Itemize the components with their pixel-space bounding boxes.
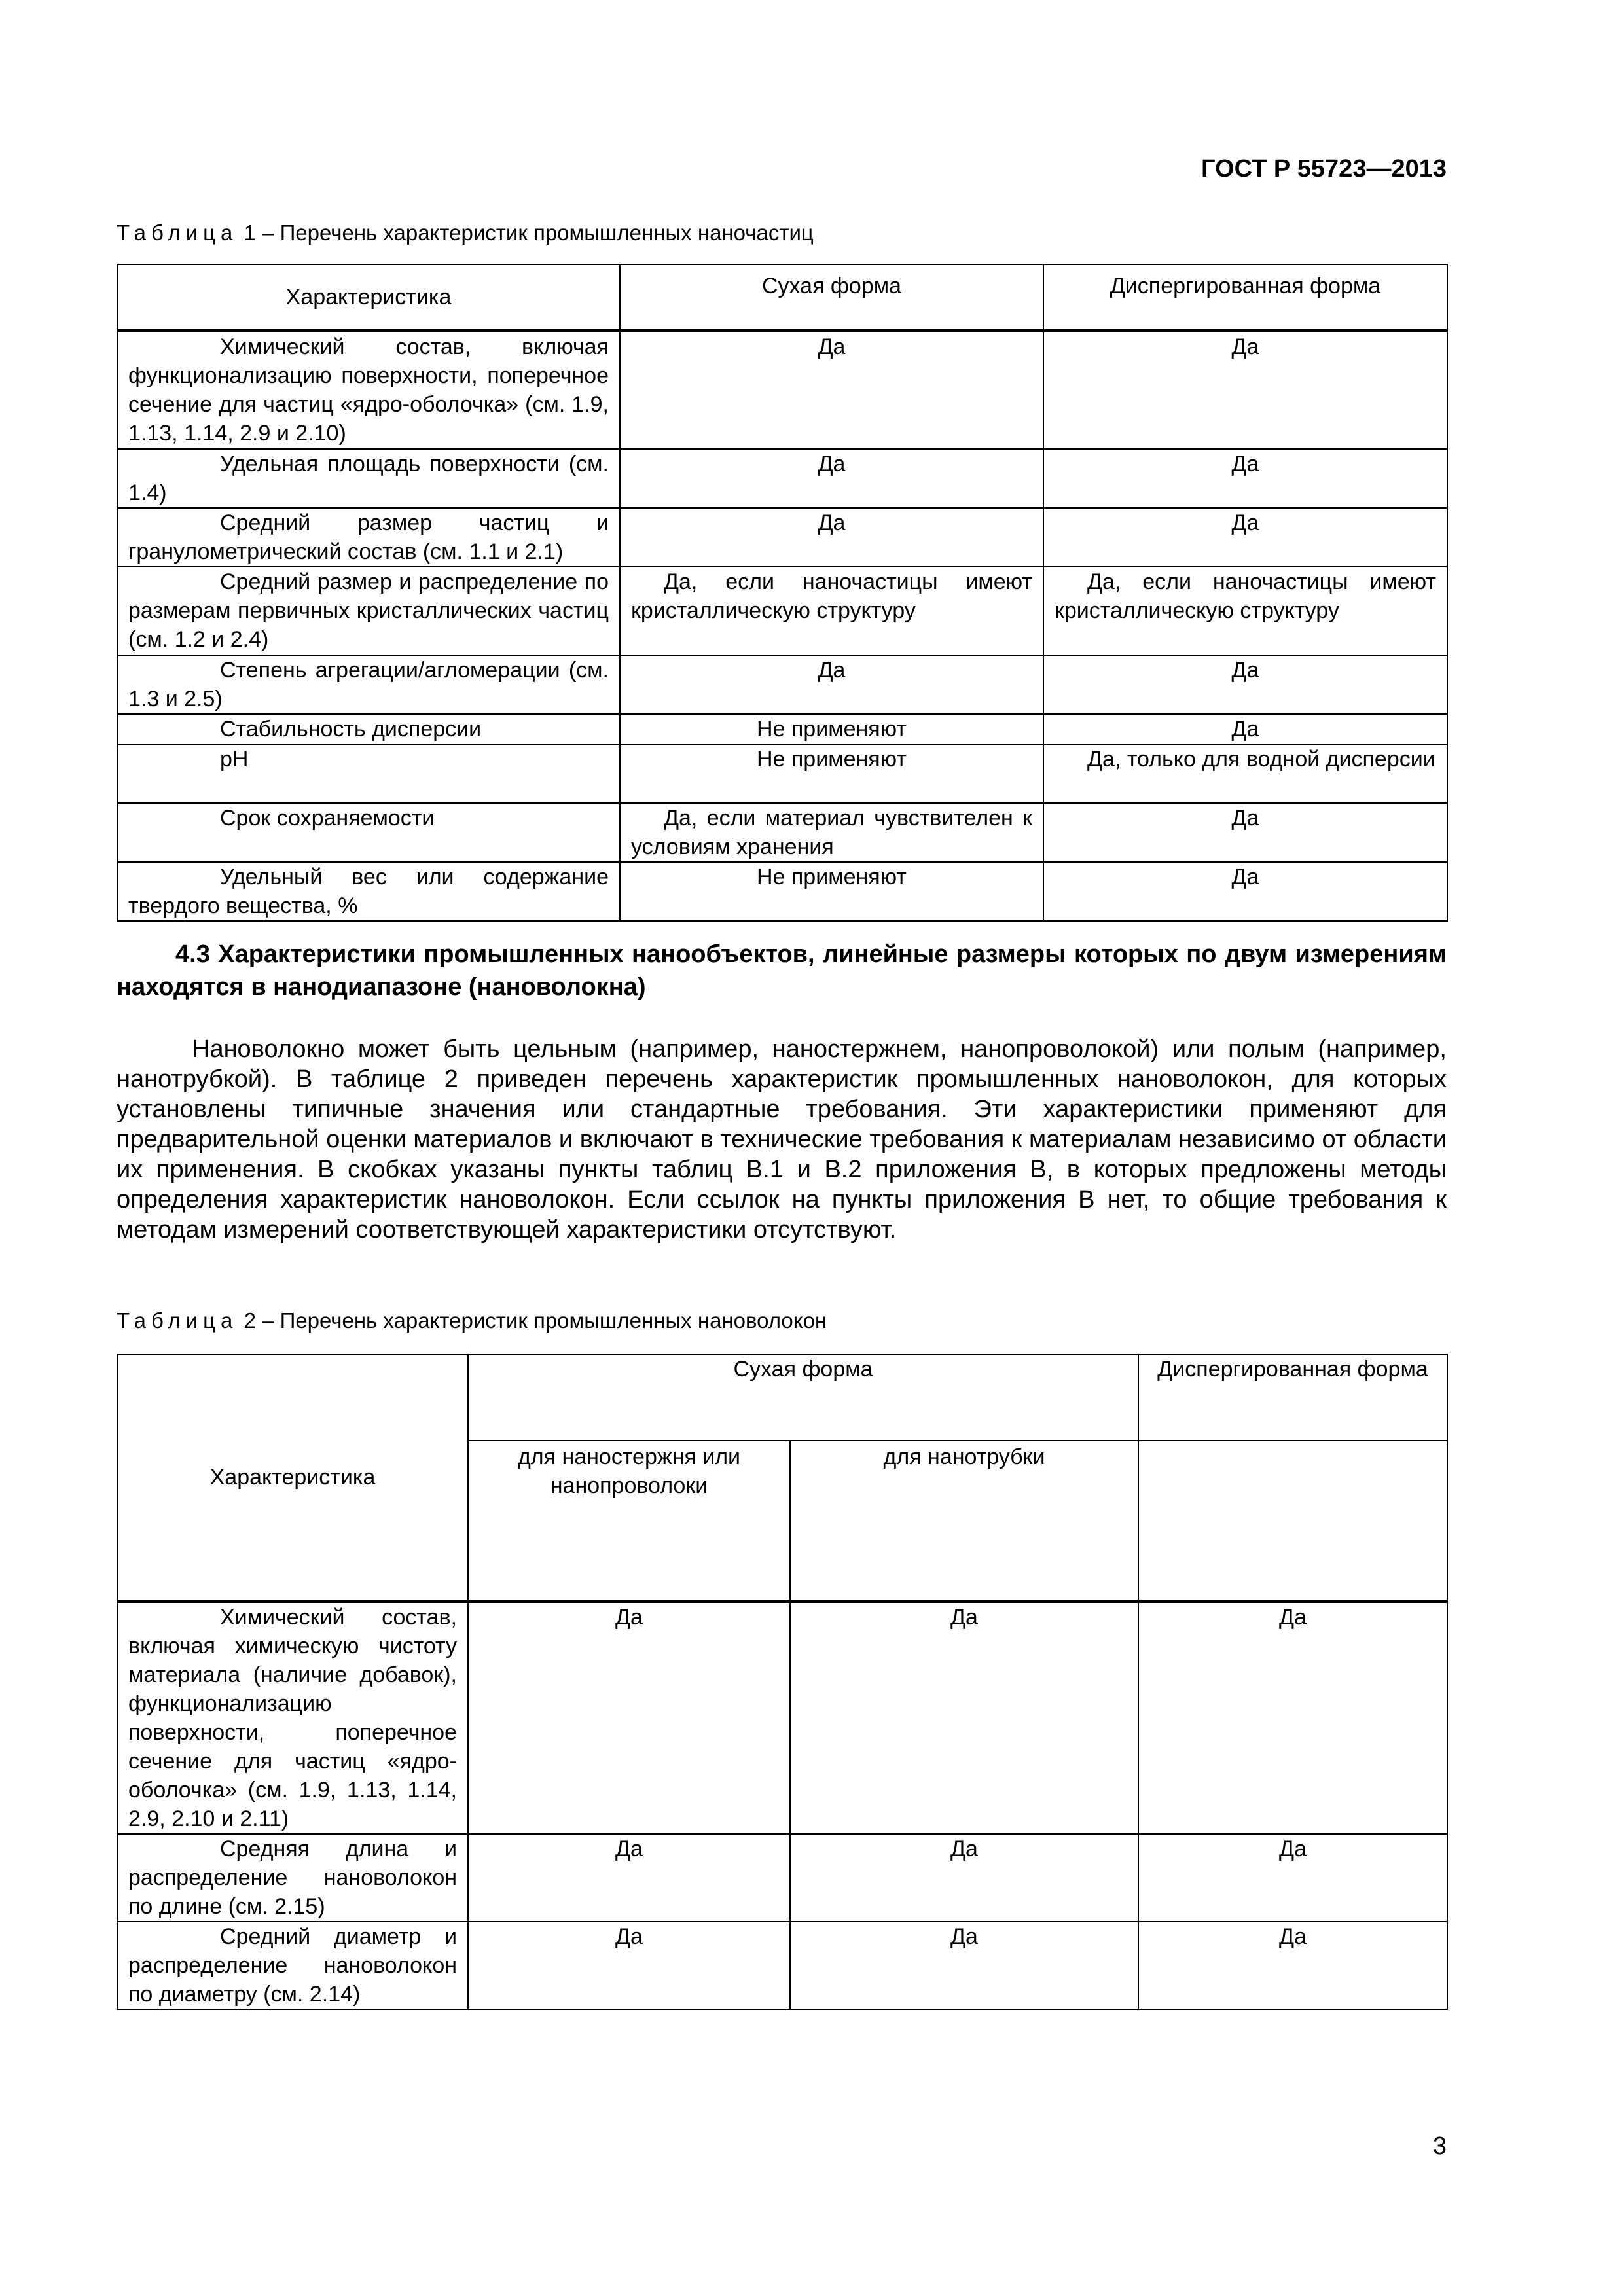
- table1-header-characteristic: Характеристика: [117, 264, 620, 331]
- table2-header-dry: Сухая форма: [468, 1354, 1138, 1441]
- table2-caption-text: 2 – Перечень характеристик промышленных нановолокон: [244, 1308, 827, 1333]
- table1-caption-text: 1 – Перечень характеристик промышленных наночастиц: [244, 221, 814, 245]
- table-row: [117, 508, 1447, 567]
- document-id: ГОСТ Р 55723—2013: [1201, 155, 1447, 183]
- table-cell: Средняя длина и распределение нановолокон по длине (см. 2.15): [117, 1834, 468, 1922]
- table-cell: Не применяют: [620, 744, 1043, 803]
- table-row: [117, 1922, 1447, 2009]
- table-cell: Да: [790, 1834, 1138, 1922]
- table2-subheader-rod: для наностержня или нанопроволоки: [468, 1441, 790, 1602]
- table1: [117, 264, 1448, 922]
- table-cell: Срок сохраняемости: [117, 803, 620, 862]
- table-cell: Да: [1138, 1922, 1447, 2009]
- table-row: [117, 449, 1447, 508]
- table-cell: Да: [1138, 1834, 1447, 1922]
- table-cell: Удельная площадь поверхности (см. 1.4): [117, 449, 620, 508]
- page-number: 3: [1432, 2132, 1447, 2160]
- table2-subheader-tube: для нанотрубки: [790, 1441, 1138, 1602]
- table-row: [117, 803, 1447, 862]
- table1-header-dispersed: Диспергированная форма: [1043, 264, 1447, 331]
- table-cell: Стабильность дисперсии: [117, 714, 620, 744]
- table-cell: Средний диаметр и распределение нановолокон по диаметру (см. 2.14): [117, 1922, 468, 2009]
- table-cell: pH: [117, 744, 620, 803]
- table-cell: Да: [1138, 1602, 1447, 1835]
- table-cell: Не применяют: [620, 862, 1043, 921]
- table-cell: Да: [1043, 862, 1447, 921]
- table-cell: Да: [1043, 655, 1447, 714]
- table2: [117, 1354, 1448, 2010]
- table-cell: Да: [790, 1602, 1138, 1835]
- table-cell: Да: [620, 655, 1043, 714]
- table2-caption: [117, 1308, 827, 1334]
- table2-caption-word: Таблица: [117, 1308, 238, 1333]
- table-row: [117, 1602, 1447, 1835]
- table-cell: Химический состав, включая химическую чистоту материала (наличие добавок), функционализацию поверхности, поперечное сечение для частиц «ядро-оболочка» (см. 1.9, 1.13, 1.14, 2.9, 2.10 и 2.11): [117, 1602, 468, 1835]
- table-cell: Да: [620, 331, 1043, 450]
- section-heading: 4.3 Характеристики промышленных нанообъектов, линейные размеры которых по двум измерениям находятся в нанодиапазоне (нановолокна): [117, 941, 1447, 1001]
- table1-header-dry: Сухая форма: [620, 264, 1043, 331]
- table-cell: Степень агрегации/агломерации (см. 1.3 и 2.5): [117, 655, 620, 714]
- table-row: [117, 655, 1447, 714]
- table-cell: Да: [1043, 331, 1447, 450]
- table-row: [117, 714, 1447, 744]
- table-cell: Средний размер и распределение по размерам первичных кристаллических частиц (см. 1.2 и 2.4): [117, 567, 620, 655]
- table-row: [117, 862, 1447, 921]
- table1-caption-word: Таблица: [117, 221, 238, 245]
- table-cell: Не применяют: [620, 714, 1043, 744]
- table-cell: Средний размер частиц и гранулометрический состав (см. 1.1 и 2.1): [117, 508, 620, 567]
- table-cell: Да: [1043, 803, 1447, 862]
- table-cell: Да: [1043, 508, 1447, 567]
- table-cell: Да: [1043, 449, 1447, 508]
- table-cell: Да: [620, 449, 1043, 508]
- table-cell: Да: [468, 1602, 790, 1835]
- table2-subheader-empty: [1138, 1441, 1447, 1602]
- table-cell: Химический состав, включая функционализацию поверхности, поперечное сечение для частиц «ядро-оболочка» (см. 1.9, 1.13, 1.14, 2.9 и 2.10): [117, 331, 620, 450]
- table1-caption: [117, 220, 814, 246]
- table-row: [117, 744, 1447, 803]
- table-cell: Да: [468, 1922, 790, 2009]
- table-cell: Удельный вес или содержание твердого вещества, %: [117, 862, 620, 921]
- table-cell: Да: [790, 1922, 1138, 2009]
- table2-header-characteristic: Характеристика: [117, 1354, 468, 1602]
- table2-header-dispersed: Диспергированная форма: [1138, 1354, 1447, 1441]
- table-row: [117, 331, 1447, 450]
- table-cell: Да, только для водной дисперсии: [1043, 744, 1447, 803]
- table-cell: Да, если материал чувствителен к условиям хранения: [620, 803, 1043, 862]
- table-cell: Да, если наночастицы имеют кристаллическую структуру: [620, 567, 1043, 655]
- table-cell: Да: [1043, 714, 1447, 744]
- table-row: [117, 567, 1447, 655]
- table-cell: Да, если наночастицы имеют кристаллическую структуру: [1043, 567, 1447, 655]
- table-row: [117, 1834, 1447, 1922]
- table-cell: Да: [468, 1834, 790, 1922]
- table-cell: Да: [620, 508, 1043, 567]
- section-paragraph: Нановолокно может быть цельным (например, наностержнем, нанопроволокой) или полым (например, нанотрубкой). В таблице 2 приведен перечень характеристик промышленных нановолокон, для которых установлены типичные значения или стандартные требования. Эти характеристики применяют для предварительной оценки материалов и включают в технические требования к материалам независимо от области их применения. В скобках указаны пункты таблиц В.1 и В.2 приложения В, в которых предложены методы определения характеристик нановолокон. Если ссылок на пункты приложения В нет, то общие требования к методам измерений соответствующей характеристики отсутствуют.: [117, 1035, 1447, 1244]
